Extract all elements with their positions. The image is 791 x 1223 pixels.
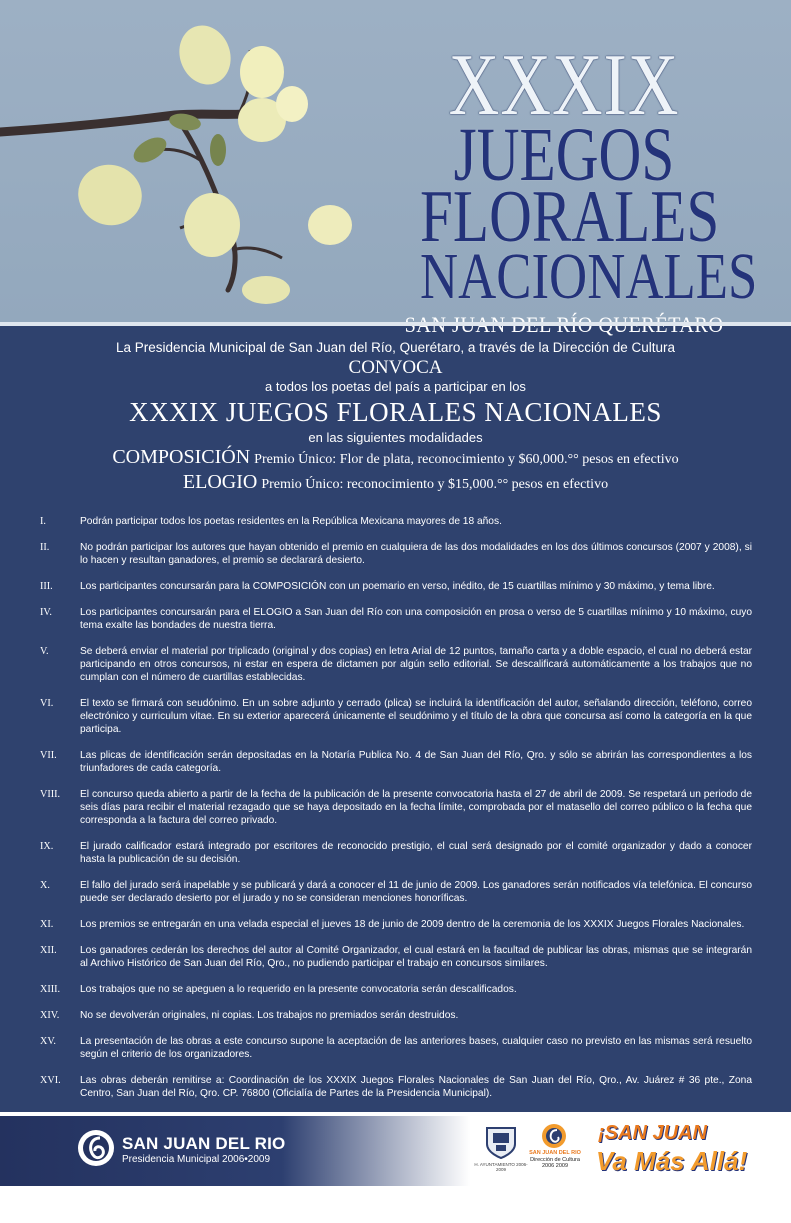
header-divider <box>0 322 791 326</box>
rule-text: No se devolverán originales, ni copias. Los trabajos no premiados serán destruidos. <box>80 1010 459 1021</box>
rule-text: El texto se firmará con seudónimo. En un sobre adjunto y cerrado (plica) se incluirá la identificación del autor, señalando dirección, teléfono, correo electrónico y curriculum vitae. En su exterior aparecerá únicamente el seudónimo y el título de la obra que concursa así como la categoría en la que participa. <box>80 698 752 735</box>
rule-item <box>40 606 752 632</box>
rule-item <box>40 541 752 567</box>
rule-item <box>40 515 752 528</box>
convoca-heading: CONVOCA <box>348 357 443 378</box>
title-florales: FLORALES <box>420 176 720 258</box>
modality-elogio <box>0 471 791 496</box>
title-nacionales: NACIONALES <box>420 240 758 313</box>
rule-text: Los premios se entregarán en una velada especial el jueves 18 de junio de 2009 dentro de la ceremonia de los XXXIX Juegos Florales Nacionales. <box>80 919 745 930</box>
modality-prize: Premio Único: reconocimiento y $15,000.°° pesos en efectivo <box>261 477 609 492</box>
municipality-subtitle: Presidencia Municipal 2006•2009 <box>122 1154 271 1165</box>
rule-text: Las obras deberán remitirse a: Coordinación de los XXXIX Juegos Florales Nacionales de San Juan del Río, Qro., Av. Juárez # 36 pte., Zona Centro, San Juan del Río, Qro. CP. 76800 (Oficialía de Partes de la Presidencia Municipal). <box>80 1075 752 1099</box>
convocation-intro <box>0 338 791 496</box>
rule-text: Los participantes concursarán para la COMPOSICIÓN con un poemario en verso, inédito, de 15 cuartillas mínimo y 30 máximo, y tema libre. <box>80 581 715 592</box>
rule-number: XII. <box>40 945 57 956</box>
rule-text: El concurso queda abierto a partir de la fecha de la publicación de la presente convocatoria hasta el 27 de abril de 2009. Se respetará un periodo de seis días para recibir el material rezagado que se haya depositado en la fecha límite, comprobada por el matasello del correo público o la fecha que corresponda a la factura del correo privado. <box>80 789 752 826</box>
event-title <box>384 37 758 338</box>
culture-logo-icon <box>540 1122 568 1150</box>
rule-text: El fallo del jurado será inapelable y se publicará y dará a conocer el 11 de junio de 2009. Los ganadores serán notificados vía telefónica. El concurso puede ser declarado desierto por el jurado y no se consideran menciones honoríficas. <box>80 880 752 904</box>
ayuntamiento-seal-icon <box>484 1124 518 1160</box>
invite-text: a todos los poetas del país a participar en los <box>265 379 526 394</box>
modality-prize: Premio Único: Flor de plata, reconocimiento y $60,000.°° pesos en efectivo <box>254 452 679 467</box>
rule-text: Los trabajos que no se apeguen a lo requerido en la presente convocatoria serán descalificados. <box>80 984 517 995</box>
rule-item <box>40 697 752 736</box>
modality-name: COMPOSICIÓN <box>112 446 251 468</box>
rule-text: Los participantes concursarán para el ELOGIO a San Juan del Río con una composición en prosa o verso de 5 cuartillas mínimo y 10 máximo, cuyo tema exalte las bondades de nuestra tierra. <box>80 607 752 631</box>
rule-item <box>40 788 752 827</box>
rule-text: El jurado calificador estará integrado por escritores de reconocido prestigio, el cual será designado por el comité organizador y dado a conocer hasta la publicación de su decisión. <box>80 841 752 865</box>
rule-number: III. <box>40 581 53 592</box>
culture-caption-line: Dirección de Cultura <box>530 1156 580 1163</box>
rule-number: XVI. <box>40 1075 61 1086</box>
rule-number: II. <box>40 542 50 553</box>
rule-number: IV. <box>40 607 52 618</box>
footer-banner <box>0 1112 791 1223</box>
slogan-line-2: Va Más Allá! <box>596 1146 748 1176</box>
municipality-name: SAN JUAN DEL RIO <box>122 1134 286 1153</box>
rule-item <box>40 749 752 775</box>
rule-number: V. <box>40 646 49 657</box>
rules-list <box>40 515 752 1113</box>
flower-branch-illustration <box>0 0 360 322</box>
rule-number: XIV. <box>40 1010 60 1021</box>
title-roman-numeral: XXXIX <box>448 37 680 134</box>
rule-number: VII. <box>40 750 57 761</box>
rule-number: VI. <box>40 698 54 709</box>
seal-caption: H. AYUNTAMIENTO 2006-2009 <box>474 1162 528 1172</box>
rule-text: La presentación de las obras a este concurso supone la aceptación de las anteriores bases, cualquier caso no previsto en las mismas será resuelto según el criterio de los organizadores. <box>80 1036 752 1060</box>
rule-number: IX. <box>40 841 54 852</box>
municipality-band <box>0 1116 470 1186</box>
header-banner <box>0 0 791 322</box>
rule-item <box>40 1035 752 1061</box>
rule-number: I. <box>40 516 46 527</box>
rule-number: X. <box>40 880 50 891</box>
modality-composicion <box>0 446 791 471</box>
issuer-text: La Presidencia Municipal de San Juan del Río, Querétaro, a través de la Dirección de Cultura <box>115 340 676 355</box>
rule-item <box>40 580 752 593</box>
rule-number: XI. <box>40 919 54 930</box>
modalities-intro: en las siguientes modalidades <box>308 430 483 445</box>
rule-number: VIII. <box>40 789 61 800</box>
rule-item <box>40 879 752 905</box>
rule-item <box>40 1009 752 1022</box>
slogan-line-1: ¡SAN JUAN <box>598 1122 707 1144</box>
rule-item <box>40 944 752 970</box>
rule-item <box>40 1074 752 1100</box>
rule-item <box>40 645 752 684</box>
rule-text: Se deberá enviar el material por triplicado (original y dos copias) en letra Arial de 12 puntos, tamaño carta y a doble espacio, el cual no deberá estar participando en otros concursos, ni estar en espera de dictamen por algún sello editorial. Se descalificará automáticamente a los trabajos que no cumplan con el número de cuartillas establecidas. <box>80 646 752 683</box>
title-juegos: JUEGOS <box>453 113 675 197</box>
municipality-logo-icon <box>76 1128 116 1168</box>
rule-text: Los ganadores cederán los derechos del autor al Comité Organizador, el cual estará en la facultad de publicar las obras, mismas que se integrarán al Archivo Histórico de San Juan del Río, Qro., no pudiendo participar el trabajo en concursos similares. <box>80 945 752 969</box>
rule-text: No podrán participar los autores que hayan obtenido el premio en cualquiera de las dos modalidades en los dos últimos concursos (2007 y 2008), si lo hacen y resultan ganadores, el premio se declarará desierto. <box>80 542 752 566</box>
rule-item <box>40 983 752 996</box>
culture-caption <box>524 1150 586 1170</box>
rule-text: Podrán participar todos los poetas residentes en la República Mexicana mayores de 18 años. <box>80 516 502 527</box>
culture-caption-line: 2006 2009 <box>542 1163 568 1169</box>
rule-number: XV. <box>40 1036 56 1047</box>
modality-name: ELOGIO <box>182 471 258 493</box>
rule-number: XIII. <box>40 984 61 995</box>
rule-item <box>40 918 752 931</box>
rule-text: Las plicas de identificación serán depositadas en la Notaría Publica No. 4 de San Juan del Río, Qro. y sólo se abrirán las correspondientes a los triunfadores de cada categoría. <box>80 750 752 774</box>
event-heading: XXXIX JUEGOS FLORALES NACIONALES <box>129 397 662 427</box>
rule-item <box>40 840 752 866</box>
culture-caption-line: SAN JUAN DEL RIO <box>529 1150 581 1156</box>
